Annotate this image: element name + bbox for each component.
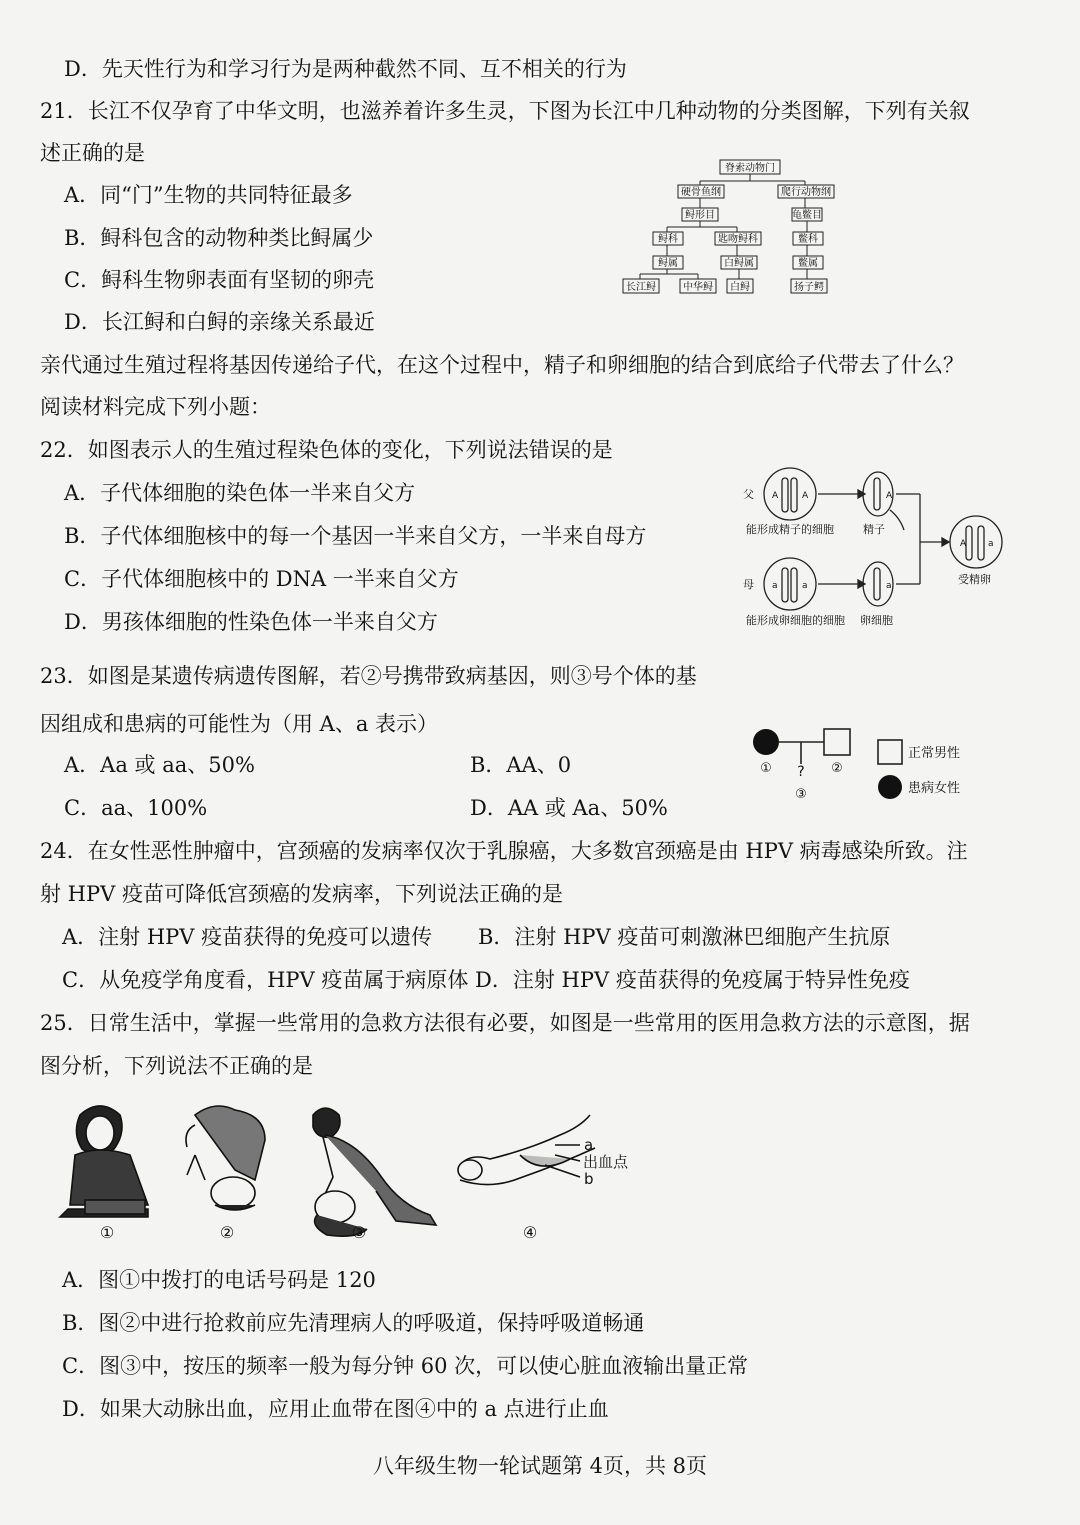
legend-affected-female: 患病女性: [908, 781, 961, 796]
legend-normal-male: 正常男性: [908, 746, 961, 761]
phone-call-illustration: [60, 1106, 148, 1217]
sperm-cell-label: 能形成精子的细胞: [746, 523, 834, 536]
tree-l2-acipenseriformes: 鲟形目: [685, 210, 715, 221]
q24-option-a: A．注射 HPV 疫苗获得的免疫可以遗传: [62, 925, 433, 949]
q21-option-c: C．鲟科生物卵表面有坚韧的卵壳: [64, 268, 375, 292]
q23-option-a: A．Aa 或 aa、50%: [64, 753, 255, 777]
q23-option-c: C．aa、100%: [64, 796, 208, 820]
q24-option-c-d: C．从免疫学角度看，HPV 疫苗属于病原体 D．注射 HPV 疫苗获得的免疫属于特异性免疫: [62, 968, 910, 992]
svg-text:A: A: [960, 539, 967, 549]
q24-stem-line2: 射 HPV 疫苗可降低宫颈癌的发病率，下列说法正确的是: [40, 882, 563, 906]
q21-option-b: B．鲟科包含的动物种类比鲟属少: [64, 226, 374, 250]
svg-text:a: a: [988, 539, 994, 549]
tree-root: 脊索动物门: [725, 163, 775, 174]
tree-l1-reptile: 爬行动物纲: [781, 187, 831, 198]
point-a-label: a: [584, 1136, 594, 1154]
point-b-label: b: [584, 1170, 594, 1188]
tree-l1-fish: 硬骨鱼纲: [681, 187, 721, 198]
q24-option-b: B．注射 HPV 疫苗可刺激淋巴细胞产生抗原: [478, 925, 891, 949]
q22-stem: 22．如图表示人的生殖过程染色体的变化，下列说法错误的是: [40, 438, 613, 462]
q23-stem-line2: 因组成和患病的可能性为（用 A、a 表示）: [40, 712, 439, 736]
q25-stem-line1: 25．日常生活中，掌握一些常用的急救方法很有必要，如图是一些常用的医用急救方法的示意图，据: [40, 1011, 970, 1035]
tree-l5-paddlefish: 白鲟: [730, 282, 750, 293]
mother-label: 母: [743, 578, 754, 591]
q21-option-a: A．同“门”生物的共同特征最多: [64, 183, 353, 207]
fig-label-3: ③: [351, 1223, 367, 1242]
tree-l4-psephurus: 白鲟属: [724, 258, 754, 269]
svg-text:A: A: [772, 491, 779, 501]
q21-option-d: D．长江鲟和白鲟的亲缘关系最近: [64, 310, 375, 334]
q22-option-c: C．子代体细胞核中的 DNA 一半来自父方: [64, 567, 459, 591]
svg-text:?: ?: [797, 764, 805, 780]
bleeding-point-label: 出血点: [583, 1153, 629, 1171]
egg-label: 卵细胞: [860, 614, 893, 627]
q21-stem-line2: 述正确的是: [40, 141, 145, 165]
q22-option-b: B．子代体细胞核中的每一个基因一半来自父方，一半来自母方: [64, 524, 647, 548]
tree-l3-trionychidae: 鳖科: [798, 234, 818, 245]
svg-text:A: A: [886, 491, 893, 501]
reproduction-chromosome-figure: [738, 460, 1008, 639]
father-label: 父: [743, 488, 754, 501]
q25-option-d: D．如果大动脉出血，应用止血带在图④中的 a 点进行止血: [62, 1397, 609, 1421]
q25-stem-line2: 图分析，下列说法不正确的是: [40, 1054, 313, 1078]
tree-l5-yangtze-sturgeon: 长江鲟: [626, 282, 656, 293]
tree-l4-acipenser: 鲟属: [658, 258, 678, 269]
q24-stem-line1: 24．在女性恶性肿瘤中，宫颈癌的发病率仅次于乳腺癌，大多数宫颈癌是由 HPV 病毒感染所致。注: [40, 839, 968, 863]
cpr-illustration: [313, 1108, 436, 1236]
fig-label-2: ②: [219, 1223, 235, 1242]
page-footer: 八年级生物一轮试题第 4页，共 8页: [372, 1454, 708, 1478]
q20-option-d: D．先天性行为和学习行为是两种截然不同、互不相关的行为: [64, 57, 627, 81]
zygote-label: 受精卵: [958, 573, 991, 586]
q23-option-b: B．AA、0: [470, 753, 572, 777]
q25-option-c: C．图③中，按压的频率一般为每分钟 60 次，可以使心脏血液输出量正常: [62, 1354, 749, 1378]
first-aid-figure: [55, 1095, 655, 1249]
q25-option-b: B．图②中进行抢救前应先清理病人的呼吸道，保持呼吸道畅通: [62, 1311, 645, 1335]
tree-l5-alligator: 扬子鳄: [794, 282, 824, 293]
q22-option-a: A．子代体细胞的染色体一半来自父方: [64, 481, 416, 505]
classification-tree-figure: [620, 155, 850, 304]
arm-tourniquet-illustration: [458, 1115, 595, 1185]
q23-option-d: D．AA 或 Aa、50%: [470, 796, 668, 820]
pedigree-n3: ③: [795, 787, 807, 802]
tree-l2-testudines: 龟鳖目: [792, 210, 822, 221]
svg-text:a: a: [802, 581, 808, 591]
svg-text:a: a: [772, 581, 778, 591]
egg-cell-label: 能形成卵细胞的细胞: [746, 614, 845, 627]
q22-option-d: D．男孩体细胞的性染色体一半来自父方: [64, 610, 438, 634]
svg-text:a: a: [886, 581, 892, 591]
tree-l5-chinese-sturgeon: 中华鲟: [683, 282, 713, 293]
airway-illustration: [186, 1106, 265, 1210]
pedigree-n2: ②: [831, 761, 843, 776]
pedigree-n1: ①: [760, 761, 772, 776]
sperm-label: 精子: [863, 523, 885, 536]
q25-option-a: A．图①中拨打的电话号码是 120: [62, 1268, 376, 1292]
intro-line1: 亲代通过生殖过程将基因传递给子代，在这个过程中，精子和卵细胞的结合到底给子代带去了什么？: [40, 353, 964, 377]
tree-l3-polyodontidae: 匙吻鲟科: [718, 234, 758, 245]
pedigree-figure: [748, 724, 978, 813]
tree-l3-acipenseridae: 鲟科: [658, 234, 678, 245]
intro-line2: 阅读材料完成下列小题：: [40, 395, 271, 419]
fig-label-1: ①: [99, 1223, 115, 1242]
fig-label-4: ④: [522, 1223, 538, 1242]
tree-l4-pelodiscus: 鳖属: [798, 258, 818, 269]
q21-stem-line1: 21．长江不仅孕育了中华文明，也滋养着许多生灵，下图为长江中几种动物的分类图解，下列有关叙: [40, 99, 970, 123]
svg-text:A: A: [802, 491, 809, 501]
q23-stem-line1: 23．如图是某遗传病遗传图解，若②号携带致病基因，则③号个体的基: [40, 664, 697, 688]
